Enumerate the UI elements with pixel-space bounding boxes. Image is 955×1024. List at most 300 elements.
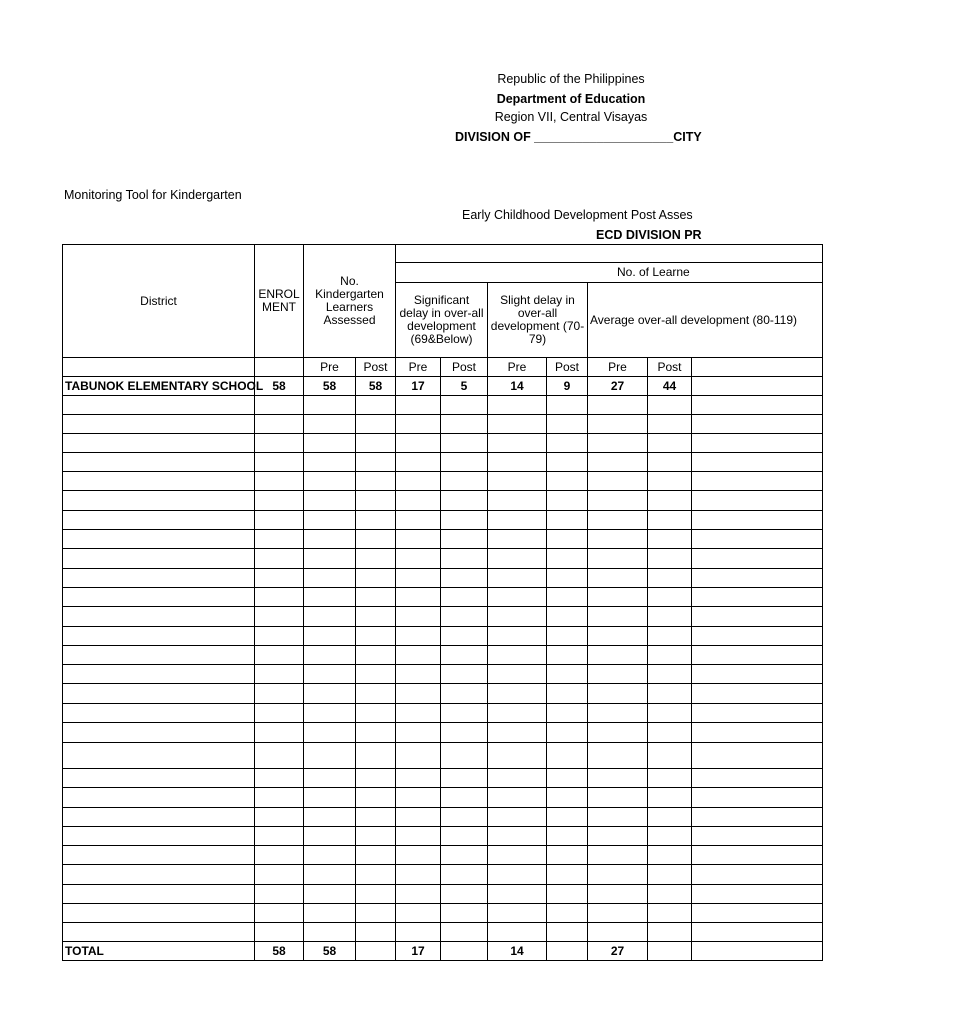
empty-cell <box>648 588 692 607</box>
header-department: Department of Education <box>496 92 646 106</box>
empty-cell <box>396 607 441 627</box>
empty-cell <box>547 415 588 434</box>
empty-cell <box>396 723 441 743</box>
empty-cell <box>63 434 255 453</box>
empty-cell <box>588 665 648 684</box>
empty-cell <box>588 472 648 491</box>
row-district: TABUNOK ELEMENTARY SCHOOL <box>63 377 255 396</box>
empty-cell <box>488 846 547 865</box>
col-enrolment-header: ENROL MENT <box>255 245 304 358</box>
empty-cell <box>441 723 488 743</box>
table-row-empty <box>63 415 823 434</box>
empty-cell <box>304 808 356 827</box>
empty-cell <box>304 704 356 723</box>
empty-cell <box>648 569 692 588</box>
empty-cell <box>648 415 692 434</box>
empty-cell <box>356 549 396 569</box>
empty-cell <box>356 530 396 549</box>
empty-cell <box>304 923 356 942</box>
empty-cell <box>441 923 488 942</box>
empty-cell <box>692 588 823 607</box>
pp-blank <box>63 358 255 377</box>
empty-cell <box>547 627 588 646</box>
empty-cell <box>488 607 547 627</box>
empty-cell <box>692 396 823 415</box>
empty-cell <box>648 472 692 491</box>
table-row-empty <box>63 434 823 453</box>
empty-cell <box>441 588 488 607</box>
table-row-empty <box>63 704 823 723</box>
empty-cell <box>304 549 356 569</box>
empty-cell <box>304 627 356 646</box>
empty-cell <box>692 743 823 769</box>
empty-cell <box>488 627 547 646</box>
empty-cell <box>304 569 356 588</box>
empty-cell <box>488 588 547 607</box>
empty-cell <box>547 396 588 415</box>
tool-title: Monitoring Tool for Kindergarten <box>64 188 242 202</box>
empty-cell <box>648 453 692 472</box>
row-enrolment: 58 <box>255 377 304 396</box>
empty-cell <box>547 569 588 588</box>
empty-cell <box>488 491 547 511</box>
empty-cell <box>692 769 823 788</box>
empty-cell <box>488 769 547 788</box>
col-average-header: Average over-all development (80-119) <box>588 283 823 358</box>
empty-cell <box>692 808 823 827</box>
empty-cell <box>255 923 304 942</box>
empty-cell <box>63 627 255 646</box>
empty-cell <box>441 846 488 865</box>
empty-cell <box>396 904 441 923</box>
empty-cell <box>488 646 547 665</box>
empty-cell <box>396 704 441 723</box>
empty-cell <box>588 769 648 788</box>
empty-cell <box>488 453 547 472</box>
empty-cell <box>63 511 255 530</box>
empty-cell <box>304 491 356 511</box>
empty-cell <box>356 607 396 627</box>
empty-cell <box>441 627 488 646</box>
total-avg-post <box>648 942 692 961</box>
header-blank-top <box>396 245 823 263</box>
empty-cell <box>441 704 488 723</box>
empty-cell <box>356 808 396 827</box>
empty-cell <box>255 396 304 415</box>
empty-cell <box>255 704 304 723</box>
empty-cell <box>255 434 304 453</box>
empty-cell <box>692 846 823 865</box>
row-extra <box>692 377 823 396</box>
empty-cell <box>255 743 304 769</box>
header-republic: Republic of the Philippines <box>497 72 645 86</box>
empty-cell <box>648 511 692 530</box>
empty-cell <box>692 472 823 491</box>
empty-cell <box>255 788 304 808</box>
empty-cell <box>488 665 547 684</box>
row-slight-post: 9 <box>547 377 588 396</box>
empty-cell <box>648 665 692 684</box>
empty-cell <box>304 904 356 923</box>
table-row-empty <box>63 396 823 415</box>
pre-label: Pre <box>304 358 356 377</box>
row-sig-pre: 17 <box>396 377 441 396</box>
empty-cell <box>255 549 304 569</box>
empty-cell <box>588 491 648 511</box>
empty-cell <box>63 846 255 865</box>
empty-cell <box>396 788 441 808</box>
col-assessed-header: No. Kindergarten Learners Assessed <box>304 245 396 358</box>
table-row-empty <box>63 865 823 885</box>
empty-cell <box>588 607 648 627</box>
empty-cell <box>441 684 488 704</box>
total-sig-pre: 17 <box>396 942 441 961</box>
empty-cell <box>356 923 396 942</box>
empty-cell <box>441 885 488 904</box>
empty-cell <box>547 808 588 827</box>
monitoring-table <box>62 244 823 961</box>
table-row-empty <box>63 808 823 827</box>
empty-cell <box>255 723 304 743</box>
empty-cell <box>588 453 648 472</box>
table-row-empty <box>63 491 823 511</box>
empty-cell <box>547 607 588 627</box>
empty-cell <box>648 396 692 415</box>
empty-cell <box>441 569 488 588</box>
pre-label: Pre <box>488 358 547 377</box>
empty-cell <box>255 530 304 549</box>
empty-cell <box>648 769 692 788</box>
empty-cell <box>547 723 588 743</box>
empty-cell <box>547 549 588 569</box>
empty-cell <box>648 865 692 885</box>
empty-cell <box>547 453 588 472</box>
post-label: Post <box>356 358 396 377</box>
empty-cell <box>692 530 823 549</box>
table-row-empty <box>63 453 823 472</box>
empty-cell <box>692 923 823 942</box>
row-assessed-post: 58 <box>356 377 396 396</box>
empty-cell <box>547 788 588 808</box>
empty-cell <box>547 846 588 865</box>
empty-cell <box>441 472 488 491</box>
empty-cell <box>648 885 692 904</box>
empty-cell <box>63 665 255 684</box>
empty-cell <box>255 588 304 607</box>
empty-cell <box>441 808 488 827</box>
empty-cell <box>648 788 692 808</box>
empty-cell <box>356 723 396 743</box>
empty-cell <box>396 588 441 607</box>
empty-cell <box>63 904 255 923</box>
empty-cell <box>648 434 692 453</box>
empty-cell <box>356 684 396 704</box>
empty-cell <box>488 511 547 530</box>
empty-cell <box>441 788 488 808</box>
table-row-empty <box>63 846 823 865</box>
empty-cell <box>588 723 648 743</box>
empty-cell <box>588 646 648 665</box>
empty-cell <box>692 491 823 511</box>
empty-cell <box>63 646 255 665</box>
empty-cell <box>63 607 255 627</box>
empty-cell <box>547 646 588 665</box>
total-assessed-post <box>356 942 396 961</box>
empty-cell <box>63 885 255 904</box>
empty-cell <box>396 684 441 704</box>
empty-cell <box>588 627 648 646</box>
empty-cell <box>547 704 588 723</box>
header-region: Region VII, Central Visayas <box>494 110 648 124</box>
header-division: DIVISION OF ____________________CITY <box>455 130 702 144</box>
empty-cell <box>488 865 547 885</box>
group-header-learners: No. of Learne <box>396 263 823 283</box>
empty-cell <box>396 415 441 434</box>
table-row-empty <box>63 511 823 530</box>
empty-cell <box>441 769 488 788</box>
table-row-empty <box>63 723 823 743</box>
empty-cell <box>255 665 304 684</box>
empty-cell <box>304 646 356 665</box>
empty-cell <box>441 827 488 846</box>
empty-cell <box>488 415 547 434</box>
empty-cell <box>63 569 255 588</box>
empty-cell <box>648 627 692 646</box>
post-label: Post <box>648 358 692 377</box>
empty-cell <box>547 923 588 942</box>
empty-cell <box>396 646 441 665</box>
empty-cell <box>304 472 356 491</box>
empty-cell <box>396 491 441 511</box>
empty-cell <box>547 530 588 549</box>
empty-cell <box>441 434 488 453</box>
empty-cell <box>304 827 356 846</box>
empty-cell <box>63 827 255 846</box>
empty-cell <box>356 665 396 684</box>
total-assessed-pre: 58 <box>304 942 356 961</box>
empty-cell <box>356 472 396 491</box>
empty-cell <box>692 607 823 627</box>
empty-cell <box>255 607 304 627</box>
empty-cell <box>648 808 692 827</box>
empty-cell <box>648 646 692 665</box>
empty-cell <box>304 415 356 434</box>
empty-cell <box>255 646 304 665</box>
empty-cell <box>547 865 588 885</box>
col-slight-delay-header: Slight delay in over-all development (70-79) <box>488 283 588 358</box>
empty-cell <box>488 434 547 453</box>
empty-cell <box>63 549 255 569</box>
empty-cell <box>304 723 356 743</box>
empty-cell <box>547 588 588 607</box>
table-row-empty <box>63 588 823 607</box>
empty-cell <box>547 827 588 846</box>
table-row-empty <box>63 607 823 627</box>
empty-cell <box>588 865 648 885</box>
empty-cell <box>396 530 441 549</box>
pre-label: Pre <box>396 358 441 377</box>
empty-cell <box>396 743 441 769</box>
row-sig-post: 5 <box>441 377 488 396</box>
empty-cell <box>63 723 255 743</box>
empty-cell <box>396 396 441 415</box>
empty-cell <box>588 684 648 704</box>
empty-cell <box>488 788 547 808</box>
empty-cell <box>255 885 304 904</box>
empty-cell <box>441 549 488 569</box>
table-row-empty <box>63 684 823 704</box>
total-label: TOTAL <box>63 942 255 961</box>
empty-cell <box>588 511 648 530</box>
empty-cell <box>356 434 396 453</box>
empty-cell <box>304 434 356 453</box>
empty-cell <box>304 788 356 808</box>
empty-cell <box>692 646 823 665</box>
total-enrolment: 58 <box>255 942 304 961</box>
empty-cell <box>63 743 255 769</box>
empty-cell <box>588 923 648 942</box>
empty-cell <box>396 627 441 646</box>
empty-cell <box>488 808 547 827</box>
empty-cell <box>304 511 356 530</box>
empty-cell <box>396 569 441 588</box>
empty-cell <box>441 646 488 665</box>
empty-cell <box>692 788 823 808</box>
empty-cell <box>63 588 255 607</box>
table-row-empty <box>63 569 823 588</box>
empty-cell <box>255 827 304 846</box>
empty-cell <box>547 511 588 530</box>
empty-cell <box>255 491 304 511</box>
empty-cell <box>648 549 692 569</box>
empty-cell <box>255 846 304 865</box>
row-slight-pre: 14 <box>488 377 547 396</box>
empty-cell <box>588 827 648 846</box>
empty-cell <box>255 453 304 472</box>
empty-cell <box>692 434 823 453</box>
empty-cell <box>648 530 692 549</box>
empty-cell <box>588 530 648 549</box>
empty-cell <box>488 743 547 769</box>
empty-cell <box>304 453 356 472</box>
empty-cell <box>396 885 441 904</box>
empty-cell <box>63 769 255 788</box>
empty-cell <box>63 453 255 472</box>
empty-cell <box>63 472 255 491</box>
empty-cell <box>588 415 648 434</box>
table-row-empty <box>63 923 823 942</box>
empty-cell <box>588 846 648 865</box>
empty-cell <box>63 788 255 808</box>
empty-cell <box>692 627 823 646</box>
empty-cell <box>356 704 396 723</box>
empty-cell <box>356 491 396 511</box>
total-row <box>63 942 823 961</box>
empty-cell <box>648 684 692 704</box>
empty-cell <box>396 827 441 846</box>
empty-cell <box>255 684 304 704</box>
empty-cell <box>488 923 547 942</box>
empty-cell <box>648 827 692 846</box>
empty-cell <box>588 569 648 588</box>
report-subtitle: Early Childhood Development Post Asses <box>462 208 693 222</box>
empty-cell <box>441 415 488 434</box>
empty-cell <box>356 865 396 885</box>
empty-cell <box>396 665 441 684</box>
empty-cell <box>356 769 396 788</box>
empty-cell <box>356 453 396 472</box>
empty-cell <box>396 453 441 472</box>
empty-cell <box>396 808 441 827</box>
empty-cell <box>547 769 588 788</box>
table-row-empty <box>63 627 823 646</box>
empty-cell <box>488 530 547 549</box>
table-row-empty <box>63 646 823 665</box>
empty-cell <box>356 569 396 588</box>
table-row-empty <box>63 472 823 491</box>
empty-cell <box>63 923 255 942</box>
empty-cell <box>255 904 304 923</box>
empty-cell <box>692 453 823 472</box>
empty-cell <box>547 684 588 704</box>
empty-cell <box>692 704 823 723</box>
table-row-empty <box>63 769 823 788</box>
empty-cell <box>441 665 488 684</box>
empty-cell <box>692 665 823 684</box>
empty-cell <box>588 788 648 808</box>
row-avg-pre: 27 <box>588 377 648 396</box>
post-label: Post <box>441 358 488 377</box>
empty-cell <box>255 511 304 530</box>
empty-cell <box>547 491 588 511</box>
empty-cell <box>648 491 692 511</box>
empty-cell <box>692 827 823 846</box>
empty-cell <box>441 904 488 923</box>
empty-cell <box>356 885 396 904</box>
total-extra <box>692 942 823 961</box>
empty-cell <box>488 723 547 743</box>
empty-cell <box>356 788 396 808</box>
empty-cell <box>63 684 255 704</box>
empty-cell <box>648 846 692 865</box>
monitoring-table-clip <box>62 244 798 958</box>
empty-cell <box>356 396 396 415</box>
empty-cell <box>547 743 588 769</box>
empty-cell <box>488 904 547 923</box>
empty-cell <box>588 704 648 723</box>
empty-cell <box>63 865 255 885</box>
col-district-header: District <box>63 245 255 358</box>
post-label: Post <box>547 358 588 377</box>
empty-cell <box>588 808 648 827</box>
table-row-empty <box>63 549 823 569</box>
table-row-empty <box>63 743 823 769</box>
empty-cell <box>692 723 823 743</box>
empty-cell <box>304 665 356 684</box>
empty-cell <box>441 607 488 627</box>
empty-cell <box>63 396 255 415</box>
table-row-empty <box>63 665 823 684</box>
empty-cell <box>356 904 396 923</box>
empty-cell <box>396 472 441 491</box>
empty-cell <box>488 684 547 704</box>
empty-cell <box>304 684 356 704</box>
empty-cell <box>692 511 823 530</box>
empty-cell <box>692 904 823 923</box>
empty-cell <box>63 491 255 511</box>
empty-cell <box>304 396 356 415</box>
total-slight-post <box>547 942 588 961</box>
